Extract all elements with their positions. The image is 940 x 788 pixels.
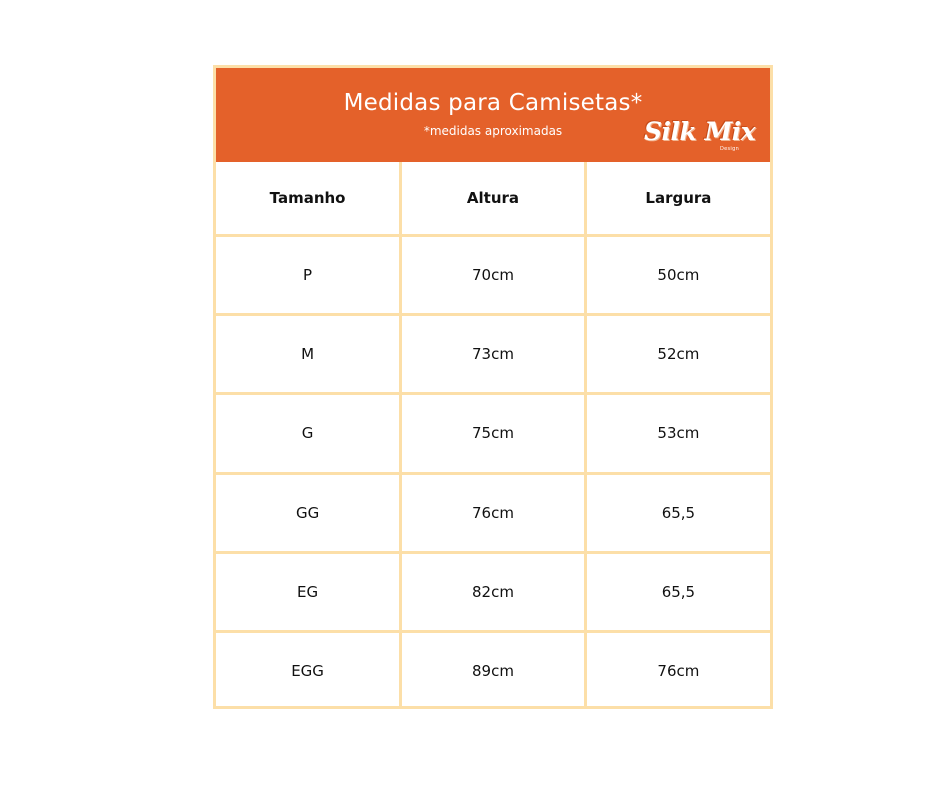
table-row [216,552,770,631]
table-row [216,236,770,315]
width-cell: 65,5 [585,473,770,552]
chart-subtitle: *medidas aproximadas [423,124,563,138]
size-cell: EG [216,552,401,631]
brand-tagline: Design [720,146,740,152]
size-cell: EGG [216,631,401,709]
width-cell: 52cm [585,315,770,394]
table-row [216,315,770,394]
column-header-largura: Largura [585,162,770,236]
height-cell: 75cm [401,394,586,473]
column-header-tamanho: Tamanho [216,162,401,236]
chart-header [216,68,770,162]
size-cell: M [216,315,401,394]
size-cell: P [216,236,401,315]
table-row [216,473,770,552]
width-cell: 65,5 [585,552,770,631]
size-table [216,162,770,709]
size-cell: GG [216,473,401,552]
size-cell: G [216,394,401,473]
height-cell: 82cm [401,552,586,631]
height-cell: 89cm [401,631,586,709]
width-cell: 50cm [585,236,770,315]
table-row [216,631,770,709]
column-header-altura: Altura [401,162,586,236]
table-row [216,394,770,473]
height-cell: 73cm [401,315,586,394]
brand-name: Silk Mix [644,117,756,146]
chart-title: Medidas para Camisetas* [343,90,643,116]
width-cell: 53cm [585,394,770,473]
brand-logo [642,117,756,157]
width-cell: 76cm [585,631,770,709]
height-cell: 76cm [401,473,586,552]
size-chart [213,65,773,709]
height-cell: 70cm [401,236,586,315]
table-header-row [216,162,770,236]
